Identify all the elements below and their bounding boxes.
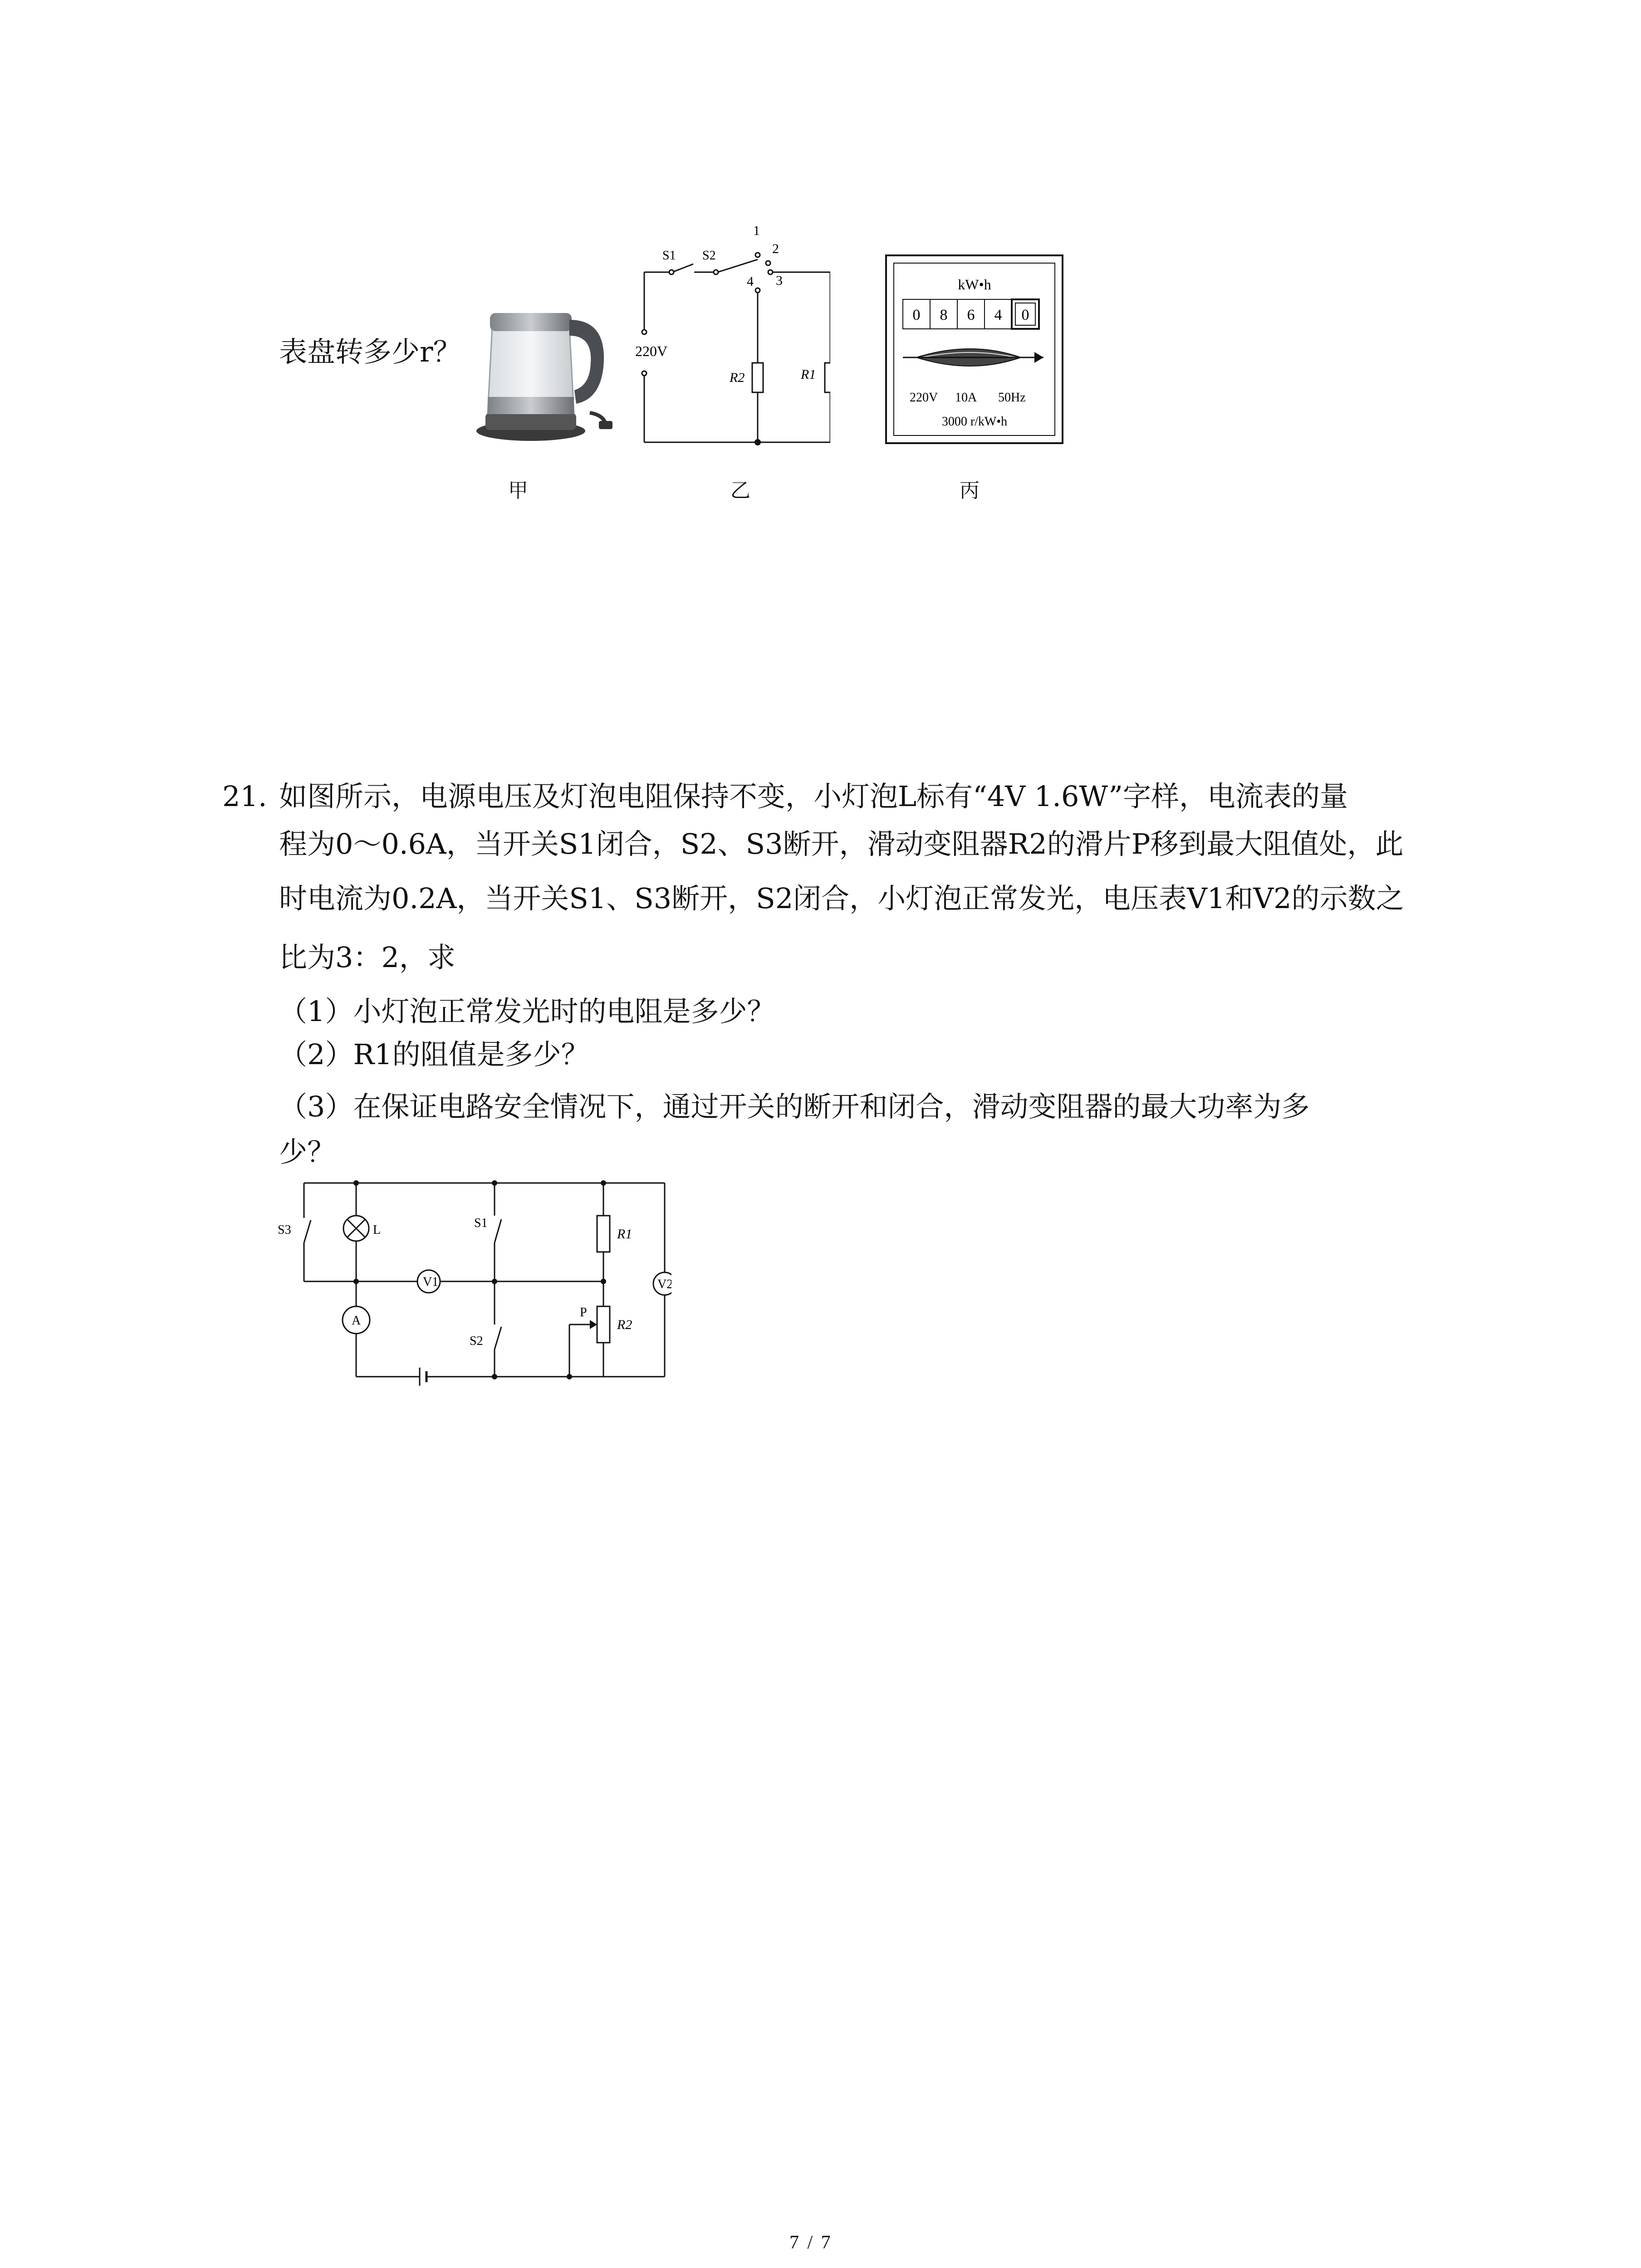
switch1-label: S1	[662, 249, 676, 263]
kettle-image	[467, 299, 617, 445]
sub-question-3-cont: 少？	[279, 1135, 336, 1168]
r2-label: R2	[730, 370, 745, 385]
slider-label: P	[580, 1305, 587, 1320]
sub-question-1: （1）小灯泡正常发光时的电阻是多少？	[279, 995, 775, 1028]
question-number: 21.	[222, 780, 267, 813]
page-number: 7 / 7	[789, 2232, 833, 2253]
meter-digit: 8	[940, 307, 948, 323]
r2-label: R2	[617, 1317, 632, 1332]
question-line: 程为0～0.6A，当开关S1闭合，S2、S3断开，滑动变阻器R2的滑片P移到最大阻值处，此	[279, 827, 1404, 860]
v1-label: V1	[423, 1275, 439, 1289]
terminal-2: 2	[772, 241, 779, 256]
question-line: 如图所示，电源电压及灯泡电阻保持不变，小灯泡L标有“4V 1.6W”字样，电流表的量	[279, 780, 1348, 813]
meter-digit: 0	[912, 307, 921, 323]
meter-digit: 0	[1021, 307, 1029, 323]
switch2-label: S2	[702, 249, 716, 263]
meter-voltage: 220V	[910, 391, 938, 405]
meter-digit: 4	[994, 307, 1002, 323]
question-line: 比为3：2，求	[279, 941, 456, 974]
meter-unit: kW•h	[958, 276, 991, 293]
caption-jia: 甲	[508, 479, 528, 502]
question-line: 时电流为0.2A，当开关S1、S3断开，S2闭合，小灯泡正常发光，电压表V1和V2的示数之	[279, 882, 1404, 915]
v2-label: V2	[657, 1277, 671, 1291]
caption-yi: 乙	[730, 479, 750, 502]
s3-label: S3	[278, 1223, 291, 1237]
meter-frequency: 50Hz	[998, 391, 1026, 405]
meter-current: 10A	[955, 391, 977, 405]
ammeter-label: A	[352, 1314, 361, 1328]
caption-bing: 丙	[960, 479, 980, 502]
r1-label: R1	[617, 1227, 632, 1242]
s1-label: S1	[474, 1216, 488, 1230]
circuit-figure-b	[617, 218, 830, 454]
r1-label: R1	[801, 367, 816, 382]
prev-question-tail: 表盘转多少r？	[279, 335, 461, 368]
lamp-label: L	[373, 1223, 381, 1237]
energy-meter	[885, 254, 1064, 445]
circuit-figure-q21	[272, 1170, 671, 1388]
terminal-4: 4	[747, 274, 754, 289]
s2-label: S2	[470, 1334, 483, 1348]
terminal-3: 3	[776, 273, 783, 288]
terminal-1: 1	[753, 223, 760, 238]
sub-question-3: （3）在保证电路安全情况下，通过开关的断开和闭合，滑动变阻器的最大功率为多	[279, 1090, 1310, 1123]
source-label: 220V	[635, 343, 668, 359]
meter-constant: 3000 r/kW•h	[941, 415, 1008, 429]
sub-question-2: （2）R1的阻值是多少？	[279, 1038, 589, 1071]
meter-digit: 6	[967, 307, 975, 323]
